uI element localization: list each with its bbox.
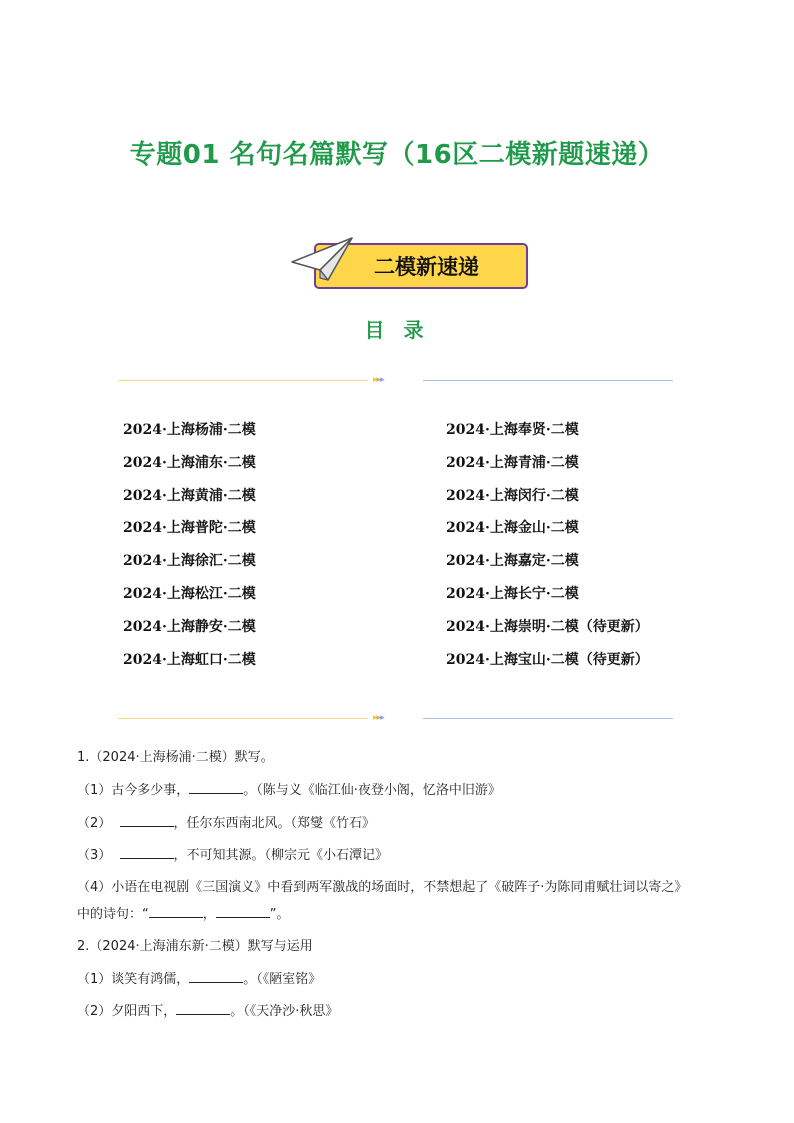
answer-blank[interactable] bbox=[120, 814, 174, 827]
toc-right-column bbox=[446, 418, 649, 680]
badge-label: 二模新速递 bbox=[374, 255, 479, 279]
toc-item[interactable]: 2024·上海青浦·二模 bbox=[446, 454, 579, 471]
item-text: 。（《天净沙·秋思》 bbox=[230, 1004, 339, 1019]
toc-item[interactable]: 2024·上海黄浦·二模 bbox=[123, 487, 256, 504]
question-item bbox=[77, 970, 321, 990]
toc-item[interactable]: 2024·上海闵行·二模 bbox=[446, 487, 579, 504]
toc-item[interactable]: 2024·上海宝山·二模（待更新） bbox=[446, 651, 649, 668]
item-text: 。（《陋室铭》 bbox=[243, 972, 322, 987]
toc-item[interactable]: 2024·上海静安·二模 bbox=[123, 618, 256, 635]
toc-left-column bbox=[123, 418, 256, 680]
toc-item[interactable]: 2024·上海杨浦·二模 bbox=[123, 422, 256, 438]
toc-item[interactable]: 2024·上海奉贤·二模 bbox=[446, 422, 579, 438]
item-text: ”。 bbox=[269, 907, 290, 922]
answer-blank[interactable] bbox=[189, 781, 243, 794]
answer-blank[interactable] bbox=[176, 1002, 230, 1015]
divider-top: ▸▸▸ bbox=[118, 376, 673, 386]
question-item bbox=[77, 846, 388, 866]
toc-heading: 目 录 bbox=[364, 318, 430, 342]
divider-bottom: ▸▸▸ bbox=[118, 714, 673, 724]
item-text: 。（陈与义《临江仙·夜登小阁，忆洛中旧游》 bbox=[243, 783, 501, 798]
answer-blank[interactable] bbox=[216, 905, 270, 918]
answer-blank[interactable] bbox=[149, 905, 203, 918]
question-item bbox=[77, 781, 501, 801]
toc-item[interactable]: 2024·上海长宁·二模 bbox=[446, 585, 579, 602]
item-text: ，任尔东西南北风。（郑燮《竹石》 bbox=[173, 816, 376, 831]
page-title: 专题01 名句名篇默写（16区二模新题速递） bbox=[129, 140, 665, 170]
answer-blank[interactable] bbox=[189, 970, 243, 983]
item-text: ， bbox=[202, 907, 216, 922]
item-text: （2） bbox=[77, 816, 120, 831]
toc-item[interactable]: 2024·上海浦东·二模 bbox=[123, 454, 256, 471]
item-text: 中的诗句：“ bbox=[77, 907, 149, 922]
toc-item[interactable]: 2024·上海金山·二模 bbox=[446, 520, 579, 537]
section-badge bbox=[290, 234, 535, 296]
question-item bbox=[77, 1002, 338, 1022]
item-text: （3） bbox=[77, 848, 120, 863]
item-text: （1）谈笑有鸿儒， bbox=[77, 972, 190, 987]
toc-item[interactable]: 2024·上海虹口·二模 bbox=[123, 651, 256, 668]
toc-item[interactable]: 2024·上海徐汇·二模 bbox=[123, 553, 256, 570]
toc-item[interactable]: 2024·上海松江·二模 bbox=[123, 585, 256, 602]
toc-item[interactable]: 2024·上海崇明·二模（待更新） bbox=[446, 618, 649, 635]
question-header: 1.（2024·上海杨浦·二模）默写。 bbox=[77, 750, 274, 765]
toc-item[interactable]: 2024·上海普陀·二模 bbox=[123, 520, 256, 537]
item-text: ，不可知其源。（柳宗元《小石潭记》 bbox=[173, 848, 389, 863]
question-item bbox=[77, 814, 375, 834]
item-text: （1）古今多少事， bbox=[77, 783, 190, 798]
item-text: （2）夕阳西下， bbox=[77, 1004, 177, 1019]
question-item: （4）小语在电视剧《三国演义》中看到两军激战的场面时，不禁想起了《破阵子·为陈同甫赋壮词以寄之》 bbox=[77, 880, 688, 895]
question-item bbox=[77, 905, 290, 925]
paper-plane-icon bbox=[290, 234, 360, 284]
answer-blank[interactable] bbox=[120, 846, 174, 859]
toc-item[interactable]: 2024·上海嘉定·二模 bbox=[446, 553, 579, 570]
question-header: 2.（2024·上海浦东新·二模）默写与运用 bbox=[77, 939, 313, 954]
